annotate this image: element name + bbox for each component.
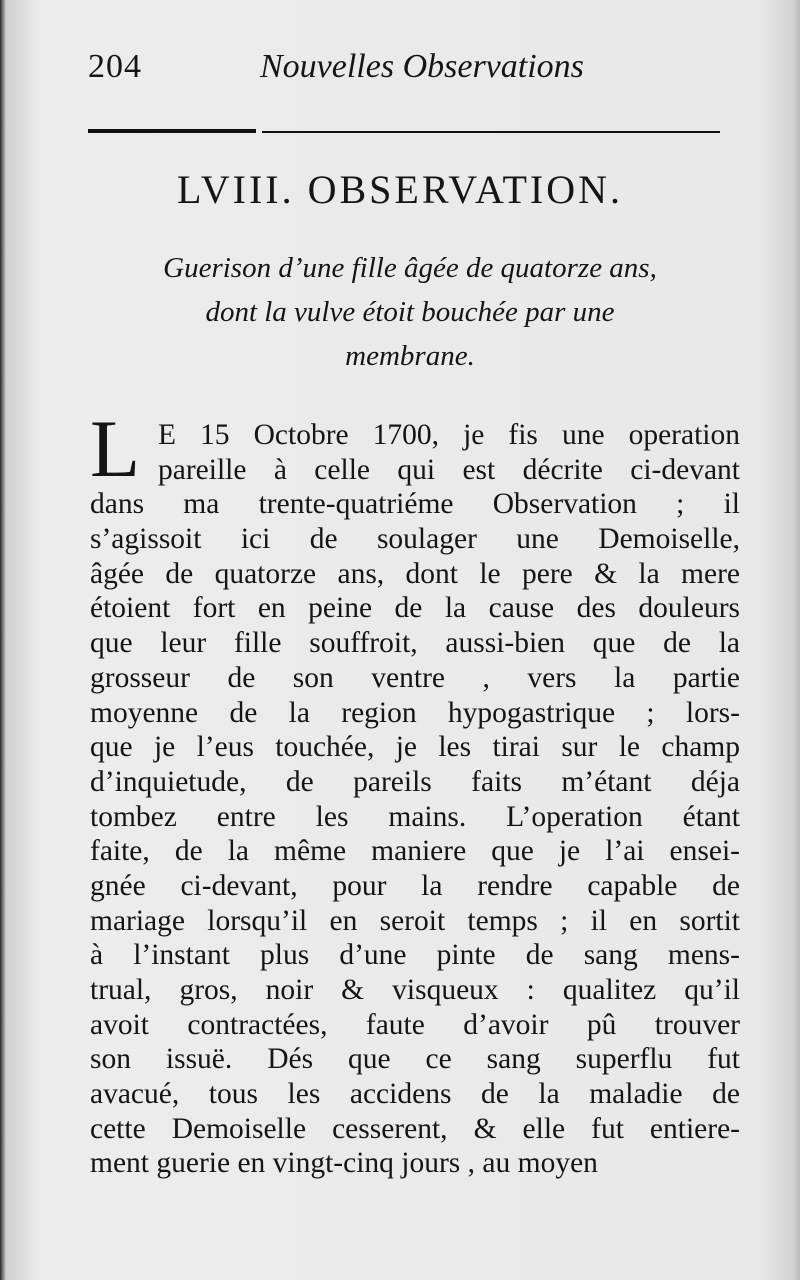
body-line: à l’instant plus d’une pinte de sang mens- [90, 939, 740, 972]
body-text [90, 418, 740, 1181]
subtitle-line: Guerison d’une fille âgée de quatorze ans, [163, 252, 657, 284]
header-rule-right [262, 131, 720, 133]
observation-title: LVIII. OBSERVATION. [176, 167, 624, 212]
body-line: pareille à celle qui est décrite ci-devant [158, 453, 740, 486]
body-line: tombez entre les mains. L’operation étant [90, 800, 740, 833]
body-line: son issuë. Dés que ce sang superflu fut [90, 1043, 740, 1076]
header-rule-left [88, 129, 256, 133]
subtitle-line: dont la vulve étoit bouchée par une [205, 296, 615, 328]
body-line: trual, gros, noir & visqueux : qualitez qu’il [90, 974, 740, 1006]
body-line: avoit contractées, faute d’avoir pû trouver [90, 1008, 740, 1041]
drop-cap: L [90, 403, 141, 494]
body-line: que je l’eus touchée, je les tirai sur le champ [90, 731, 740, 764]
running-title: Nouvelles Observations [260, 48, 584, 85]
body-line: grosseur de son ventre , vers la partie [90, 661, 740, 694]
body-line: moyenne de la region hypogastrique ; lors- [90, 696, 740, 729]
body-line: faite, de la même maniere que je l’ai ensei- [90, 835, 740, 868]
body-line: ment guerie en vingt-cinq jours , au moyen [90, 1147, 598, 1180]
page-number: 204 [88, 48, 142, 85]
body-line: que leur fille souffroit, aussi-bien que de la [90, 627, 740, 660]
running-head [88, 48, 728, 98]
observation-subtitle [70, 246, 750, 378]
body-line: mariage lorsqu’il en seroit temps ; il en sortit [90, 904, 740, 937]
body-line: E 15 Octobre 1700, je fis une operation [158, 419, 740, 451]
body-line: s’agissoit ici de soulager une Demoiselle, [90, 523, 740, 556]
body-line: cette Demoiselle cesserent, & elle fut entiere- [90, 1112, 740, 1145]
body-line: gnée ci-devant, pour la rendre capable de [90, 869, 740, 902]
body-line: avacué, tous les accidens de la maladie de [90, 1078, 740, 1111]
body-line: étoient fort en peine de la cause des douleurs [90, 592, 740, 625]
subtitle-line: membrane. [345, 340, 475, 372]
body-line: d’inquietude, de pareils faits m’étant déja [90, 765, 740, 798]
body-line: âgée de quatorze ans, dont le pere & la mere [90, 557, 740, 590]
body-line: dans ma trente-quatriéme Observation ; il [90, 488, 740, 521]
